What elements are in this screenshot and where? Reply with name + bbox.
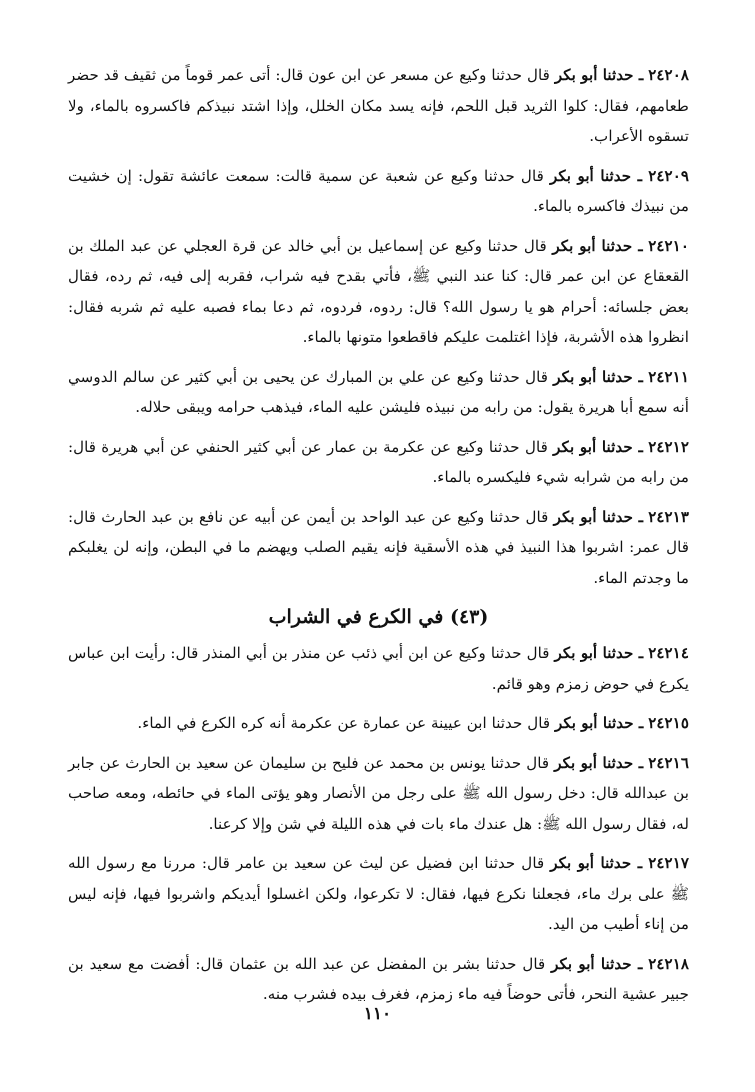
- hadith-lead: ـ حدثنا أبو بكر: [553, 437, 643, 456]
- hadith-text: قال حدثنا يونس بن محمد عن فليح بن سليمان عن سعيد بن الحارث عن جابر بن عبدالله قال: دخل رسول الله ﷺ على رجل من الأنصار وهو يؤتى الماء في حائطه، ومعه صاحب له، فقال رسول الله ﷺ: هل عندك ماء بات في هذه الليلة في شن وإلا كرعنا.: [68, 753, 689, 833]
- hadith-lead: ـ حدثنا أبو بكر: [554, 644, 644, 662]
- hadith-text: قال حدثنا ابن عيينة عن عمارة عن عكرمة أنه كره الكرع في الماء.: [137, 714, 551, 732]
- hadith-number: ٢٤٢١٣: [648, 507, 689, 526]
- hadith-lead: ـ حدثنا أبو بكر: [554, 714, 644, 732]
- hadith-entry: [68, 848, 689, 940]
- hadith-number: ٢٤٢١٨: [648, 954, 690, 973]
- hadith-lead: ـ حدثنا أبو بكر: [551, 954, 643, 973]
- hadith-lead: ـ حدثنا أبو بكر: [554, 66, 644, 84]
- hadith-number: ٢٤٢١٠: [648, 236, 689, 255]
- entries-bottom: [68, 638, 689, 1010]
- hadith-entry: [68, 502, 689, 594]
- hadith-number: ٢٤٢٠٩: [648, 166, 690, 185]
- hadith-entry: [68, 432, 689, 493]
- entries-top: [68, 60, 689, 593]
- hadith-text: قال حدثنا وكيع عن ابن أبي ذئب عن منذر بن أبي المنذر قال: رأيت ابن عباس يكرع في حوض زمزم وهو قائم.: [68, 644, 689, 693]
- hadith-lead: ـ حدثنا أبو بكر: [549, 166, 643, 185]
- hadith-text: قال حدثنا وكيع عن إسماعيل بن أبي خالد عن قرة العجلي عن عبد الملك بن القعقاع عن ابن عمر قال: كنا عند النبي ﷺ، فأتي بقدح فيه شراب، فقربه إلى فيه، ثم رده، فقال بعض جلسائه: أحرام هو يا رسول الله؟ قال: ردوه، فردوه، ثم دعا بماء فصبه عليه ثم شربه فقال: انظروا هذه الأشربة، فإذا اغتلمت عليكم فاقطعوا متونها بالماء.: [68, 236, 689, 346]
- hadith-entry: [68, 638, 689, 699]
- hadith-lead: ـ حدثنا أبو بكر: [552, 236, 643, 255]
- hadith-entry: [68, 60, 689, 152]
- hadith-number: ٢٤٢١٧: [648, 854, 690, 872]
- hadith-text: قال حدثنا ابن فضيل عن ليث عن سعيد بن عامر قال: مررنا مع رسول الله ﷺ على برك ماء، فجعلنا نكرع فيها، فقال: لا تكرعوا، ولكن اغسلوا أيديكم واشربوا فيها، فإنه ليس من إناء أطيب من اليد.: [68, 854, 689, 933]
- hadith-lead: ـ حدثنا أبو بكر: [553, 507, 644, 526]
- hadith-entry: [68, 949, 689, 1010]
- hadith-text: قال حدثنا وكيع عن شعبة عن سمية قالت: سمعت عائشة تقول: إن خشيت من نبيذك فاكسره بالماء.: [68, 166, 689, 215]
- hadith-text: قال حدثنا بشر بن المفضل عن عبد الله بن عثمان قال: أفضت مع سعيد بن جبير عشية النحر، فأتى حوضاً فيه ماء زمزم، فغرف بيده فشرب منه.: [68, 954, 689, 1003]
- hadith-number: ٢٤٢١٤: [648, 644, 689, 662]
- hadith-text: قال حدثنا وكيع عن عبد الواحد بن أيمن عن أبيه عن نافع بن عبد الحارث قال: قال عمر: اشربوا هذا النبيذ في هذه الأسقية فإنه يقيم الصلب ويهضم ما في البطن، وإنه لن يغلبكم ما وجدتم الماء.: [68, 507, 689, 587]
- hadith-text: قال حدثنا وكيع عن عكرمة بن عمار عن أبي كثير الحنفي عن أبي هريرة قال: من رابه من شرابه شيء فليكسره بالماء.: [68, 437, 689, 486]
- hadith-number: ٢٤٢٠٨: [648, 66, 690, 84]
- hadith-number: ٢٤٢١١: [648, 367, 689, 386]
- hadith-entry: [68, 362, 689, 423]
- hadith-entry: [68, 231, 689, 353]
- hadith-entry: [68, 161, 689, 222]
- hadith-entry: [68, 708, 689, 739]
- hadith-lead: ـ حدثنا أبو بكر: [553, 367, 643, 386]
- hadith-text: قال حدثنا وكيع عن علي بن المبارك عن يحيى بن أبي كثير عن سالم الدوسي أنه سمع أبا هريرة يقول: من رابه من نبيذه فليشن عليه الماء، فيذهب حرامه ويبقى حلاله.: [68, 367, 689, 416]
- hadith-lead: ـ حدثنا أبو بكر: [550, 854, 643, 872]
- page-number: ١١٠: [363, 1004, 392, 1024]
- section-heading: (٤٣) في الكرع في الشراب: [268, 606, 489, 628]
- hadith-entry: [68, 748, 689, 840]
- hadith-number: ٢٤٢١٥: [648, 714, 689, 732]
- hadith-number: ٢٤٢١٢: [648, 437, 689, 456]
- hadith-number: ٢٤٢١٦: [648, 753, 689, 772]
- hadith-text: قال حدثنا وكيع عن مسعر عن ابن عون قال: أتى عمر قوماً من ثقيف قد حضر طعامهم، فقال: كلوا الثريد قبل اللحم، فإنه يسد مكان الخلل، وإذا اشتد نبيذكم فاكسروه بالماء، ولا تسقوه الأعراب.: [68, 66, 689, 145]
- hadith-lead: ـ حدثنا أبو بكر: [554, 753, 644, 772]
